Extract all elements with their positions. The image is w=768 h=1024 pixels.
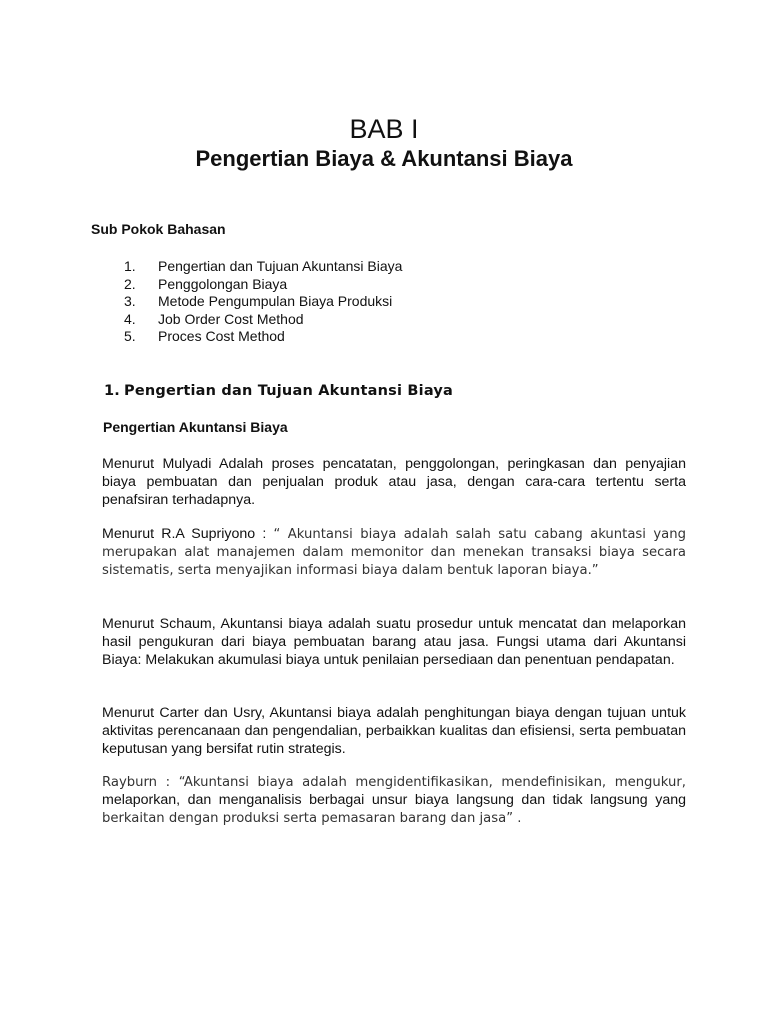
paragraph-rayburn-line1: Rayburn : “Akuntansi biaya adalah mengidentifikasikan, mendefinisikan, mengukur, [102,775,686,790]
definition-heading: Pengertian Akuntansi Biaya [103,419,288,435]
list-item-label: Pengertian dan Tujuan Akuntansi Biaya [158,258,403,274]
paragraph-carter-usry: Menurut Carter dan Usry, Akuntansi biaya adalah penghitungan biaya dengan tujuan untuk aktivitas perencanaan dan pengendalian, perbaikkan kualitas dan efisiensi, serta pembuatan keputusan yang bersifat rutin strategis. [102,705,686,757]
list-item [124,293,402,311]
list-item [124,258,402,276]
paragraph-rayburn [102,774,686,827]
sub-topics-heading: Sub Pokok Bahasan [91,221,226,237]
paragraph-supriyono-lead: Menurut R.A Supriyono : [102,526,274,542]
list-item-number: 5. [124,328,136,344]
paragraph-rayburn-line3: berkaitan dengan produksi serta pemasaran barang dan jasa” . [102,810,522,826]
list-item [124,276,402,294]
list-item-label: Job Order Cost Method [158,310,304,327]
paragraph-supriyono-quote: “ Akuntansi biaya adalah salah satu cabang akuntasi yang merupakan alat manajemen dalam memonitor dan menekan transaksi biaya secara sistematis, serta menyajikan informasi biaya dalam bentuk laporan biaya.” [102,527,686,578]
paragraph-supriyono [102,526,686,579]
list-item-number: 1. [124,258,136,274]
chapter-title: BAB I [349,114,419,144]
list-item-label: Penggolongan Biaya [158,275,288,292]
list-item-number: 2. [124,275,136,292]
list-item-label: Metode Pengumpulan Biaya Produksi [158,293,393,309]
paragraph-mulyadi: Menurut Mulyadi Adalah proses pencatatan, penggolongan, peringkasan dan penyajian biaya pembuatan dan penjualan produk atau jasa, dengan cara-cara tertentu serta penafsiran terhadapnya. [102,456,686,508]
section-title-text: Pengertian dan Tujuan Akuntansi Biaya [124,383,454,399]
list-item-label: Proces Cost Method [158,328,285,344]
list-item-number: 3. [124,293,136,309]
section-title [104,383,453,399]
sub-topics-list [124,258,402,346]
list-item [124,328,402,346]
list-item-number: 4. [124,310,136,327]
paragraph-schaum: Menurut Schaum, Akuntansi biaya adalah suatu prosedur untuk mencatat dan melaporkan hasil pengukuran dari biaya pembuatan barang atau jasa. Fungsi utama dari Akuntansi Biaya: Melakukan akumulasi biaya untuk penilaian persediaan dan penentuan pendapatan. [102,616,686,668]
list-item [124,311,402,329]
section-number: 1. [104,383,120,399]
paragraph-rayburn-line2: melaporkan, dan menganalisis berbagai unsur biaya langsung dan tidak langsung yang [102,791,686,808]
chapter-subtitle: Pengertian Biaya & Akuntansi Biaya [195,146,573,171]
